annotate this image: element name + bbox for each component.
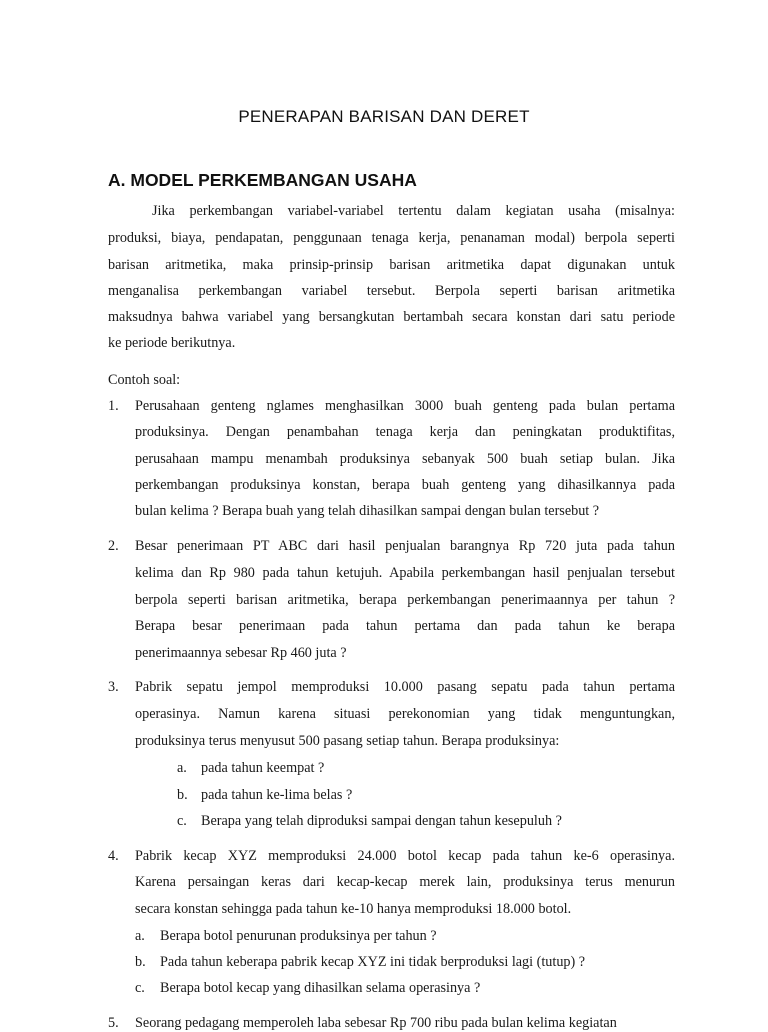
intro-line: barisan aritmetika, maka prinsip-prinsip barisan aritmetika dapat digunakan untuk (108, 257, 675, 273)
question-line: perusahaan mampu menambah produksinya sebanyak 500 buah setiap bulan. Jika (135, 451, 675, 467)
question-line: Berapa besar penerimaan pada tahun pertama dan pada tahun ke berapa (135, 618, 675, 634)
question-number: 4. (108, 848, 119, 864)
question-line: Pabrik sepatu jempol memproduksi 10.000 pasang sepatu pada tahun pertama (135, 679, 675, 695)
question-line: Seorang pedagang memperoleh laba sebesar Rp 700 ribu pada bulan kelima kegiatan (135, 1015, 617, 1031)
sub-letter: c. (135, 980, 145, 996)
question-line: produksinya terus menyusut 500 pasang setiap tahun. Berapa produksinya: (135, 733, 560, 749)
sub-letter: a. (135, 928, 145, 944)
page-title: PENERAPAN BARISAN DAN DERET (238, 107, 530, 126)
question-number: 5. (108, 1015, 119, 1031)
sub-item: Pada tahun keberapa pabrik kecap XYZ ini tidak berproduksi lagi (tutup) ? (160, 954, 586, 970)
question-line: Besar penerimaan PT ABC dari hasil penjualan barangnya Rp 720 juta pada tahun (135, 538, 675, 554)
intro-line: Jika perkembangan variabel-variabel tertentu dalam kegiatan usaha (misalnya: (152, 203, 675, 219)
question-line: Pabrik kecap XYZ memproduksi 24.000 botol kecap pada tahun ke-6 operasinya. (135, 848, 675, 864)
question-line: penerimaannya sebesar Rp 460 juta ? (135, 645, 347, 661)
question-line: Perusahaan genteng nglames menghasilkan 3000 buah genteng pada bulan pertama (135, 398, 675, 414)
question-line: operasinya. Namun karena situasi perekonomian yang tidak menguntungkan, (135, 706, 675, 722)
question-line: Karena persaingan keras dari kecap-kecap merek lain, produksinya terus menurun (135, 874, 675, 890)
question-line: perkembangan produksinya konstan, berapa buah genteng yang dihasilkannya pada (135, 477, 675, 493)
sub-letter: c. (177, 813, 187, 829)
question-line: kelima dan Rp 980 pada tahun ketujuh. Apabila perkembangan hasil penjualan tersebut (135, 565, 675, 581)
question-line: bulan kelima ? Berapa buah yang telah dihasilkan sampai dengan bulan tersebut ? (135, 503, 600, 519)
intro-line: maksudnya bahwa variabel yang bersangkutan bertambah secara konstan dari satu periode (108, 309, 675, 325)
sub-item: Berapa yang telah diproduksi sampai dengan tahun kesepuluh ? (201, 813, 562, 829)
sub-item: Berapa botol penurunan produksinya per tahun ? (160, 928, 437, 944)
question-number: 2. (108, 538, 119, 554)
sub-item: pada tahun ke-lima belas ? (201, 787, 353, 803)
sub-letter: b. (177, 787, 188, 803)
section-heading: A. MODEL PERKEMBANGAN USAHA (108, 170, 417, 190)
sub-item: Berapa botol kecap yang dihasilkan selama operasinya ? (160, 980, 481, 996)
sub-item: pada tahun keempat ? (201, 760, 325, 776)
question-line: secara konstan sehingga pada tahun ke-10 hanya memproduksi 18.000 botol. (135, 901, 572, 917)
intro-line: produksi, biaya, pendapatan, penggunaan tenaga kerja, penanaman modal) berpola seperti (108, 230, 675, 246)
sub-letter: b. (135, 954, 146, 970)
question-line: berpola seperti barisan aritmetika, berapa perkembangan penerimaannya per tahun ? (135, 592, 675, 608)
sub-letter: a. (177, 760, 187, 776)
intro-line: menganalisa perkembangan variabel tersebut. Berpola seperti barisan aritmetika (108, 283, 675, 299)
question-line: produksinya. Dengan penambahan tenaga kerja dan peningkatan produktifitas, (135, 424, 675, 440)
contoh-label: Contoh soal: (108, 372, 181, 388)
question-number: 3. (108, 679, 119, 695)
intro-line: ke periode berikutnya. (108, 335, 236, 351)
question-number: 1. (108, 398, 119, 414)
